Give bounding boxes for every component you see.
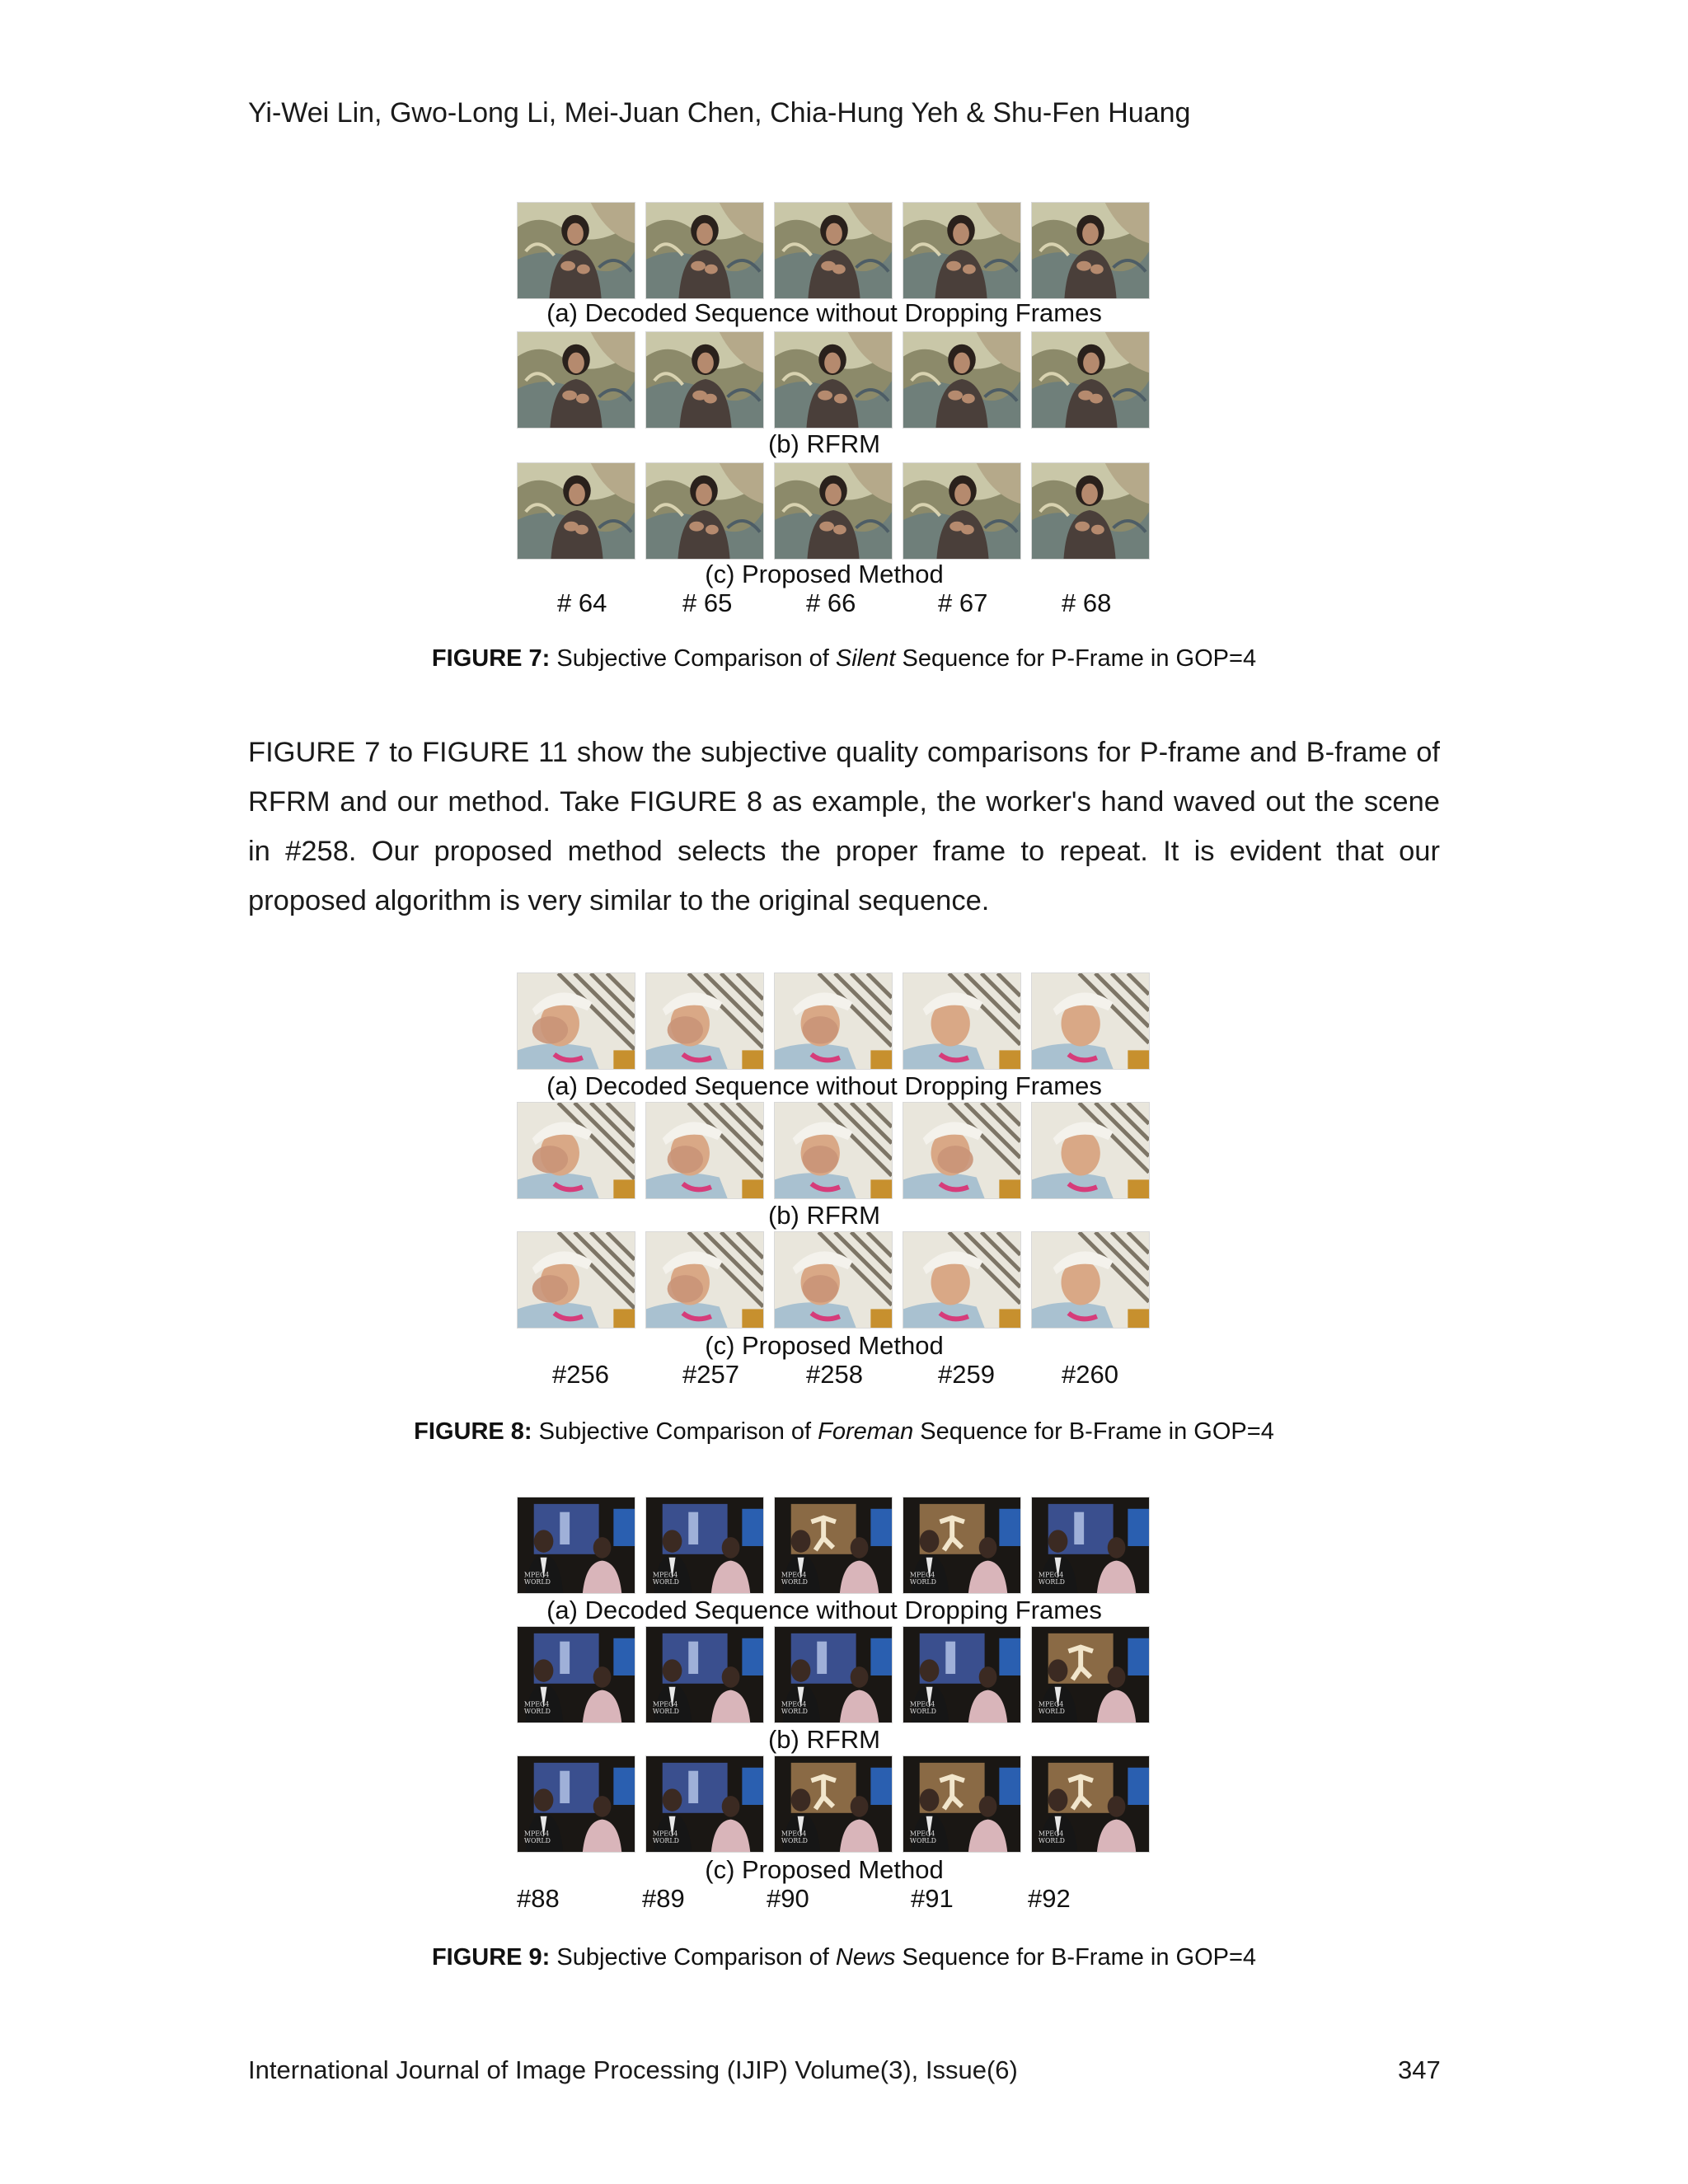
caption-label: FIGURE 9: [431,1944,551,1971]
body-paragraph: FIGURE 7 to FIGURE 11 show the subjective quality comparisons for P-frame and B-frame of RFRM and our method. Take FIGURE 8 as example, the worker's hand waved out the scene in #258. Our proposed method selects the proper frame to repeat. It is evident that our proposed algorithm is very similar to the original sequence. [248,737,1440,916]
subcaption-a: (a) Decoded Sequence without Dropping Frames [546,1071,1102,1100]
video-frame-image [774,202,893,299]
video-frame-image [517,1231,635,1329]
svg-text:WORLD: WORLD [781,1578,808,1586]
video-frame-image [903,1755,1021,1853]
video-frame-image [517,972,635,1070]
video-frame-image [1031,1231,1150,1329]
video-frame-image [903,972,1021,1070]
video-frame-image [903,1626,1021,1723]
caption-text: Sequence for B-Frame in GOP=4 [902,1944,1257,1971]
svg-text:MPEG4: MPEG4 [652,1830,678,1838]
svg-text:MPEG4: MPEG4 [909,1700,935,1708]
svg-text:MPEG4: MPEG4 [1038,1830,1064,1838]
frame-number: #257 [682,1360,739,1389]
caption-sequence-name: Silent [835,645,896,672]
subcaption-a: (a) Decoded Sequence without Dropping Frames [546,298,1102,327]
frame-number: #259 [938,1360,995,1389]
video-frame-image [1031,1755,1150,1853]
video-frame-image [645,1102,764,1199]
svg-text:MPEG4: MPEG4 [652,1571,678,1579]
figure-7-caption [0,645,1688,673]
video-frame-image [645,972,764,1070]
video-frame-image [645,1755,764,1853]
frame-row-b [517,331,1153,429]
caption-text: Sequence for P-Frame in GOP=4 [902,645,1257,672]
frame-number: #256 [552,1360,609,1389]
caption-text: Subjective Comparison of [556,645,829,672]
video-frame-image [1031,331,1150,429]
frame-number: # 64 [557,588,607,617]
caption-sequence-name: News [835,1944,896,1971]
frame-number: #88 [517,1884,560,1913]
subcaption-a: (a) Decoded Sequence without Dropping Frames [546,1596,1102,1624]
video-frame-image [903,462,1021,560]
video-frame-image [1031,202,1150,299]
video-frame-image [903,331,1021,429]
svg-text:WORLD: WORLD [1038,1578,1065,1586]
frame-row-c [517,1755,1153,1853]
svg-text:MPEG4: MPEG4 [1038,1700,1064,1708]
figure-9-news [495,1494,1154,1923]
video-frame-image [774,462,893,560]
video-frame-image [645,331,764,429]
video-frame-image [517,331,635,429]
frame-row-c [517,462,1153,560]
video-frame-image [774,1755,893,1853]
svg-text:MPEG4: MPEG4 [781,1571,807,1579]
figure-7-silent [495,198,1154,626]
frame-row-a [517,202,1153,299]
video-frame-image [903,1102,1021,1199]
frame-row-b [517,1626,1153,1723]
svg-text:MPEG4: MPEG4 [909,1571,935,1579]
video-frame-image [774,1102,893,1199]
video-frame-image [517,1626,635,1723]
video-frame-image [903,202,1021,299]
svg-text:WORLD: WORLD [909,1837,936,1845]
running-header-authors: Yi-Wei Lin, Gwo-Long Li, Mei-Juan Chen, Chia-Hung Yeh & Shu-Fen Huang [248,97,1191,129]
svg-text:WORLD: WORLD [909,1708,936,1716]
svg-text:WORLD: WORLD [523,1837,551,1845]
frame-number: #92 [1028,1884,1071,1913]
caption-text: Sequence for B-Frame in GOP=4 [920,1418,1274,1445]
subcaption-b: (b) RFRM [767,1201,881,1230]
svg-text:WORLD: WORLD [781,1708,808,1716]
video-frame-image [645,462,764,560]
figure-9-caption [0,1944,1688,1971]
svg-text:WORLD: WORLD [652,1708,679,1716]
caption-text: Subjective Comparison of [538,1418,812,1445]
frame-number: #90 [767,1884,809,1913]
video-frame-image [1031,972,1150,1070]
video-frame-image [903,1231,1021,1329]
svg-text:MPEG4: MPEG4 [652,1700,678,1708]
video-frame-image [517,462,635,560]
figure-8-caption [0,1418,1688,1446]
frame-row-b [517,1102,1153,1199]
svg-text:WORLD: WORLD [652,1578,679,1586]
frame-number: # 66 [806,588,856,617]
frame-row-c [517,1231,1153,1329]
video-frame-image [1031,1102,1150,1199]
figure-8-foreman [495,970,1154,1399]
video-frame-image [774,972,893,1070]
video-frame-image [774,1231,893,1329]
video-frame-image [645,1231,764,1329]
video-frame-image [517,202,635,299]
svg-text:MPEG4: MPEG4 [909,1830,935,1838]
video-frame-image [774,1497,893,1594]
svg-text:MPEG4: MPEG4 [523,1700,550,1708]
svg-text:MPEG4: MPEG4 [781,1700,807,1708]
svg-text:WORLD: WORLD [909,1578,936,1586]
frame-row-a [517,1497,1153,1594]
svg-text:MPEG4: MPEG4 [1038,1571,1064,1579]
subcaption-c: (c) Proposed Method [705,1331,944,1360]
svg-text:MPEG4: MPEG4 [781,1830,807,1838]
svg-text:MPEG4: MPEG4 [523,1571,550,1579]
frame-number: # 68 [1062,588,1112,617]
subcaption-b: (b) RFRM [767,429,881,458]
video-frame-image [645,1626,764,1723]
frame-number: #258 [806,1360,863,1389]
video-frame-image [903,1497,1021,1594]
svg-text:WORLD: WORLD [523,1578,551,1586]
video-frame-image [517,1755,635,1853]
video-frame-image [645,202,764,299]
caption-sequence-name: Foreman [818,1418,914,1445]
frame-number: #91 [911,1884,954,1913]
video-frame-image [1031,1626,1150,1723]
video-frame-image [645,1497,764,1594]
svg-text:WORLD: WORLD [1038,1708,1065,1716]
svg-text:WORLD: WORLD [1038,1837,1065,1845]
caption-label: FIGURE 7: [431,645,551,672]
subcaption-c: (c) Proposed Method [705,1855,944,1884]
video-frame-image [517,1497,635,1594]
footer-page-number: 347 [1398,2055,1441,2084]
subcaption-b: (b) RFRM [767,1725,881,1754]
video-frame-image [1031,1497,1150,1594]
video-frame-image [774,1626,893,1723]
caption-label: FIGURE 8: [414,1418,532,1445]
frame-number: #260 [1062,1360,1118,1389]
video-frame-image [774,331,893,429]
svg-text:WORLD: WORLD [781,1837,808,1845]
caption-text: Subjective Comparison of [556,1944,829,1971]
svg-text:WORLD: WORLD [523,1708,551,1716]
svg-text:MPEG4: MPEG4 [523,1830,550,1838]
subcaption-c: (c) Proposed Method [705,560,944,588]
frame-row-a [517,972,1153,1070]
video-frame-image [1031,462,1150,560]
video-frame-image [517,1102,635,1199]
frame-number: #89 [642,1884,685,1913]
frame-number: # 65 [682,588,733,617]
svg-text:WORLD: WORLD [652,1837,679,1845]
frame-number: # 67 [938,588,988,617]
footer-journal: International Journal of Image Processing (IJIP) Volume(3), Issue(6) [248,2055,1018,2084]
